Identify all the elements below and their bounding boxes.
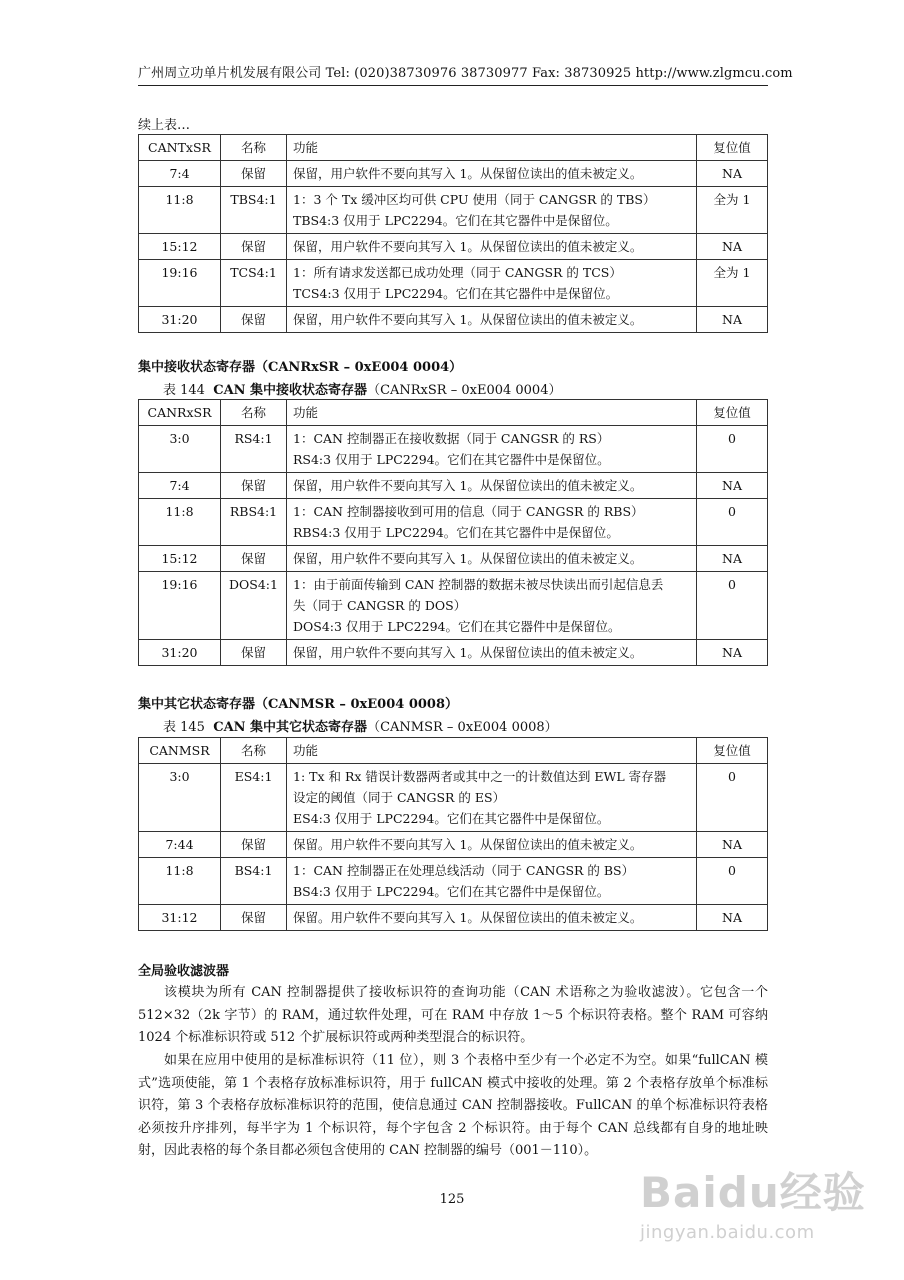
reset-cell: 全为 1 [697, 260, 768, 307]
reset-cell: 0 [697, 499, 768, 546]
function-line: 失（同于 CANGSR 的 DOS） [293, 598, 467, 613]
function-cell [287, 499, 697, 546]
bits-cell: 31:12 [139, 905, 221, 931]
continued-label: 续上表… [138, 118, 191, 133]
reset-cell: 0 [697, 572, 768, 640]
cantxsr-table [138, 134, 768, 333]
bits-cell: 7:4 [139, 161, 221, 187]
table-row [139, 307, 768, 333]
table-row [139, 260, 768, 307]
table-row [139, 473, 768, 499]
reset-cell: NA [697, 905, 768, 931]
function-line: 保留，用户软件不要向其写入 1。从保留位读出的值未被定义。 [293, 312, 643, 327]
function-line: RBS4:3 仅用于 LPC2294。它们在其它器件中是保留位。 [293, 525, 619, 540]
caption-rest: （CANMSR – 0xE004 0008） [367, 720, 558, 735]
function-line: 保留。用户软件不要向其写入 1。从保留位读出的值未被定义。 [293, 837, 643, 852]
watermark [640, 1160, 880, 1270]
function-cell [287, 473, 697, 499]
table-row [139, 234, 768, 260]
name-cell: TCS4:1 [221, 260, 287, 307]
caption-label: 表 145 [163, 720, 205, 735]
page-number: 125 [439, 1192, 465, 1207]
function-line: 保留，用户软件不要向其写入 1。从保留位读出的值未被定义。 [293, 645, 643, 660]
table-row [139, 905, 768, 931]
section-title-canrxsr: 集中接收状态寄存器（CANRxSR – 0xE004 0004） [138, 360, 463, 375]
function-cell [287, 234, 697, 260]
function-line: 1：所有请求发送都已成功处理（同于 CANGSR 的 TCS） [293, 265, 622, 280]
name-cell: 保留 [221, 307, 287, 333]
paragraph-2: 如果在应用中使用的是标准标识符（11 位），则 3 个表格中至少有一个必定不为空。如果“fullCAN 模式”选项使能，第 1 个表格存放标准标识符，用于 fullCAN 模式中接收的处理。第 2 个表格存放单个标准标识符，第 3 个表格存放标准标识符的范围，使信息通过 CAN 控制器接收。FullCAN 的单个标准标识符表格必须按升序排列，每半字为 1 个标识符，每个字包含 2 个标识符。由于每个 CAN 总线都有自身的地址映射，因此表格的每个条目都必须包含使用的 CAN 控制器的编号（001－110）。 [138, 1053, 768, 1158]
table-row [139, 764, 768, 832]
col-header-register: CANMSR [139, 738, 221, 764]
bits-cell: 11:8 [139, 858, 221, 905]
function-line: 1：CAN 控制器接收到可用的信息（同于 CANGSR 的 RBS） [293, 504, 644, 519]
bits-cell: 11:8 [139, 187, 221, 234]
table-row [139, 858, 768, 905]
table-row [139, 832, 768, 858]
caption-bold: CAN 集中接收状态寄存器 [213, 383, 368, 398]
name-cell: BS4:1 [221, 858, 287, 905]
reset-cell: 0 [697, 858, 768, 905]
function-line: ES4:3 仅用于 LPC2294。它们在其它器件中是保留位。 [293, 811, 610, 826]
paragraph-1: 该模块为所有 CAN 控制器提供了接收标识符的查询功能（CAN 术语称之为验收滤波）。它包含一个 512×32（2k 字节）的 RAM，通过软件处理，可在 RAM 中存放 1～5 个标识符表格。整个 RAM 可容纳 1024 个标准标识符或 512 个扩展标识符或两种类型混合的标识符。 [138, 985, 768, 1045]
function-line: 保留。用户软件不要向其写入 1。从保留位读出的值未被定义。 [293, 910, 643, 925]
function-line: 1：3 个 Tx 缓冲区均可供 CPU 使用（同于 CANGSR 的 TBS） [293, 192, 656, 207]
function-cell [287, 187, 697, 234]
name-cell: 保留 [221, 640, 287, 666]
reset-cell: NA [697, 307, 768, 333]
function-cell [287, 858, 697, 905]
function-cell [287, 764, 697, 832]
name-cell: ES4:1 [221, 764, 287, 832]
reset-cell: 全为 1 [697, 187, 768, 234]
name-cell: RBS4:1 [221, 499, 287, 546]
bits-cell: 15:12 [139, 546, 221, 572]
function-line: 1：CAN 控制器正在接收数据（同于 CANGSR 的 RS） [293, 431, 610, 446]
function-line: 保留，用户软件不要向其写入 1。从保留位读出的值未被定义。 [293, 166, 643, 181]
table-caption-145 [163, 716, 558, 735]
reset-cell: NA [697, 640, 768, 666]
function-line: TBS4:3 仅用于 LPC2294。它们在其它器件中是保留位。 [293, 213, 618, 228]
function-cell [287, 832, 697, 858]
function-cell [287, 640, 697, 666]
col-header-function: 功能 [287, 400, 697, 426]
col-header-function: 功能 [287, 135, 697, 161]
reset-cell: NA [697, 832, 768, 858]
function-cell [287, 307, 697, 333]
reset-cell: NA [697, 546, 768, 572]
name-cell: TBS4:1 [221, 187, 287, 234]
col-header-reset: 复位值 [697, 400, 768, 426]
page-header: 广州周立功单片机发展有限公司 Tel: (020)38730976 38730977 Fax: 38730925 http://www.zlgmcu.com [138, 62, 768, 86]
function-line: DOS4:3 仅用于 LPC2294。它们在其它器件中是保留位。 [293, 619, 621, 634]
function-cell [287, 572, 697, 640]
bits-cell: 7:4 [139, 473, 221, 499]
function-line: TCS4:3 仅用于 LPC2294。它们在其它器件中是保留位。 [293, 286, 619, 301]
table-row [139, 546, 768, 572]
bits-cell: 15:12 [139, 234, 221, 260]
table-row [139, 187, 768, 234]
function-line: BS4:3 仅用于 LPC2294。它们在其它器件中是保留位。 [293, 884, 610, 899]
name-cell: RS4:1 [221, 426, 287, 473]
reset-cell: 0 [697, 426, 768, 473]
canmsr-table [138, 737, 768, 931]
reset-cell: NA [697, 234, 768, 260]
bits-cell: 19:16 [139, 572, 221, 640]
function-line: 保留，用户软件不要向其写入 1。从保留位读出的值未被定义。 [293, 551, 643, 566]
bits-cell: 11:8 [139, 499, 221, 546]
caption-label: 表 144 [163, 383, 205, 398]
caption-rest: （CANRxSR – 0xE004 0004） [367, 383, 562, 398]
reset-cell: 0 [697, 764, 768, 832]
function-cell [287, 905, 697, 931]
function-line: 1：CAN 控制器正在处理总线活动（同于 CANGSR 的 BS） [293, 863, 635, 878]
name-cell: 保留 [221, 905, 287, 931]
function-line: 1：由于前面传输到 CAN 控制器的数据未被尽快读出而引起信息丢 [293, 577, 664, 592]
bits-cell: 19:16 [139, 260, 221, 307]
section-title-canmsr: 集中其它状态寄存器（CANMSR – 0xE004 0008） [138, 697, 458, 712]
watermark-logo: Baidu经验 [640, 1168, 866, 1217]
function-line: 保留，用户软件不要向其写入 1。从保留位读出的值未被定义。 [293, 478, 643, 493]
col-header-reset: 复位值 [697, 135, 768, 161]
bits-cell: 3:0 [139, 764, 221, 832]
section-title-acceptance-filter: 全局验收滤波器 [138, 964, 230, 979]
col-header-register: CANRxSR [139, 400, 221, 426]
name-cell: 保留 [221, 161, 287, 187]
bits-cell: 31:20 [139, 307, 221, 333]
col-header-reset: 复位值 [697, 738, 768, 764]
col-header-name: 名称 [221, 135, 287, 161]
function-cell [287, 546, 697, 572]
function-cell [287, 260, 697, 307]
name-cell: 保留 [221, 832, 287, 858]
canrxsr-table [138, 399, 768, 666]
name-cell: 保留 [221, 546, 287, 572]
name-cell: 保留 [221, 473, 287, 499]
bits-cell: 3:0 [139, 426, 221, 473]
bits-cell: 7:44 [139, 832, 221, 858]
table-row [139, 426, 768, 473]
table-row [139, 499, 768, 546]
reset-cell: NA [697, 473, 768, 499]
col-header-name: 名称 [221, 400, 287, 426]
caption-bold: CAN 集中其它状态寄存器 [213, 720, 368, 735]
col-header-name: 名称 [221, 738, 287, 764]
col-header-register: CANTxSR [139, 135, 221, 161]
function-cell [287, 426, 697, 473]
function-line: 1: Tx 和 Rx 错误计数器两者或其中之一的计数值达到 EWL 寄存器 [293, 769, 667, 784]
col-header-function: 功能 [287, 738, 697, 764]
table-row [139, 161, 768, 187]
name-cell: DOS4:1 [221, 572, 287, 640]
table-row [139, 572, 768, 640]
name-cell: 保留 [221, 234, 287, 260]
function-line: 保留，用户软件不要向其写入 1。从保留位读出的值未被定义。 [293, 239, 643, 254]
watermark-url: jingyan.baidu.com [640, 1222, 815, 1243]
function-line: RS4:3 仅用于 LPC2294。它们在其它器件中是保留位。 [293, 452, 610, 467]
function-cell [287, 161, 697, 187]
table-row [139, 640, 768, 666]
reset-cell: NA [697, 161, 768, 187]
table-caption-144 [163, 379, 561, 398]
function-line: 设定的阈值（同于 CANGSR 的 ES） [293, 790, 506, 805]
bits-cell: 31:20 [139, 640, 221, 666]
